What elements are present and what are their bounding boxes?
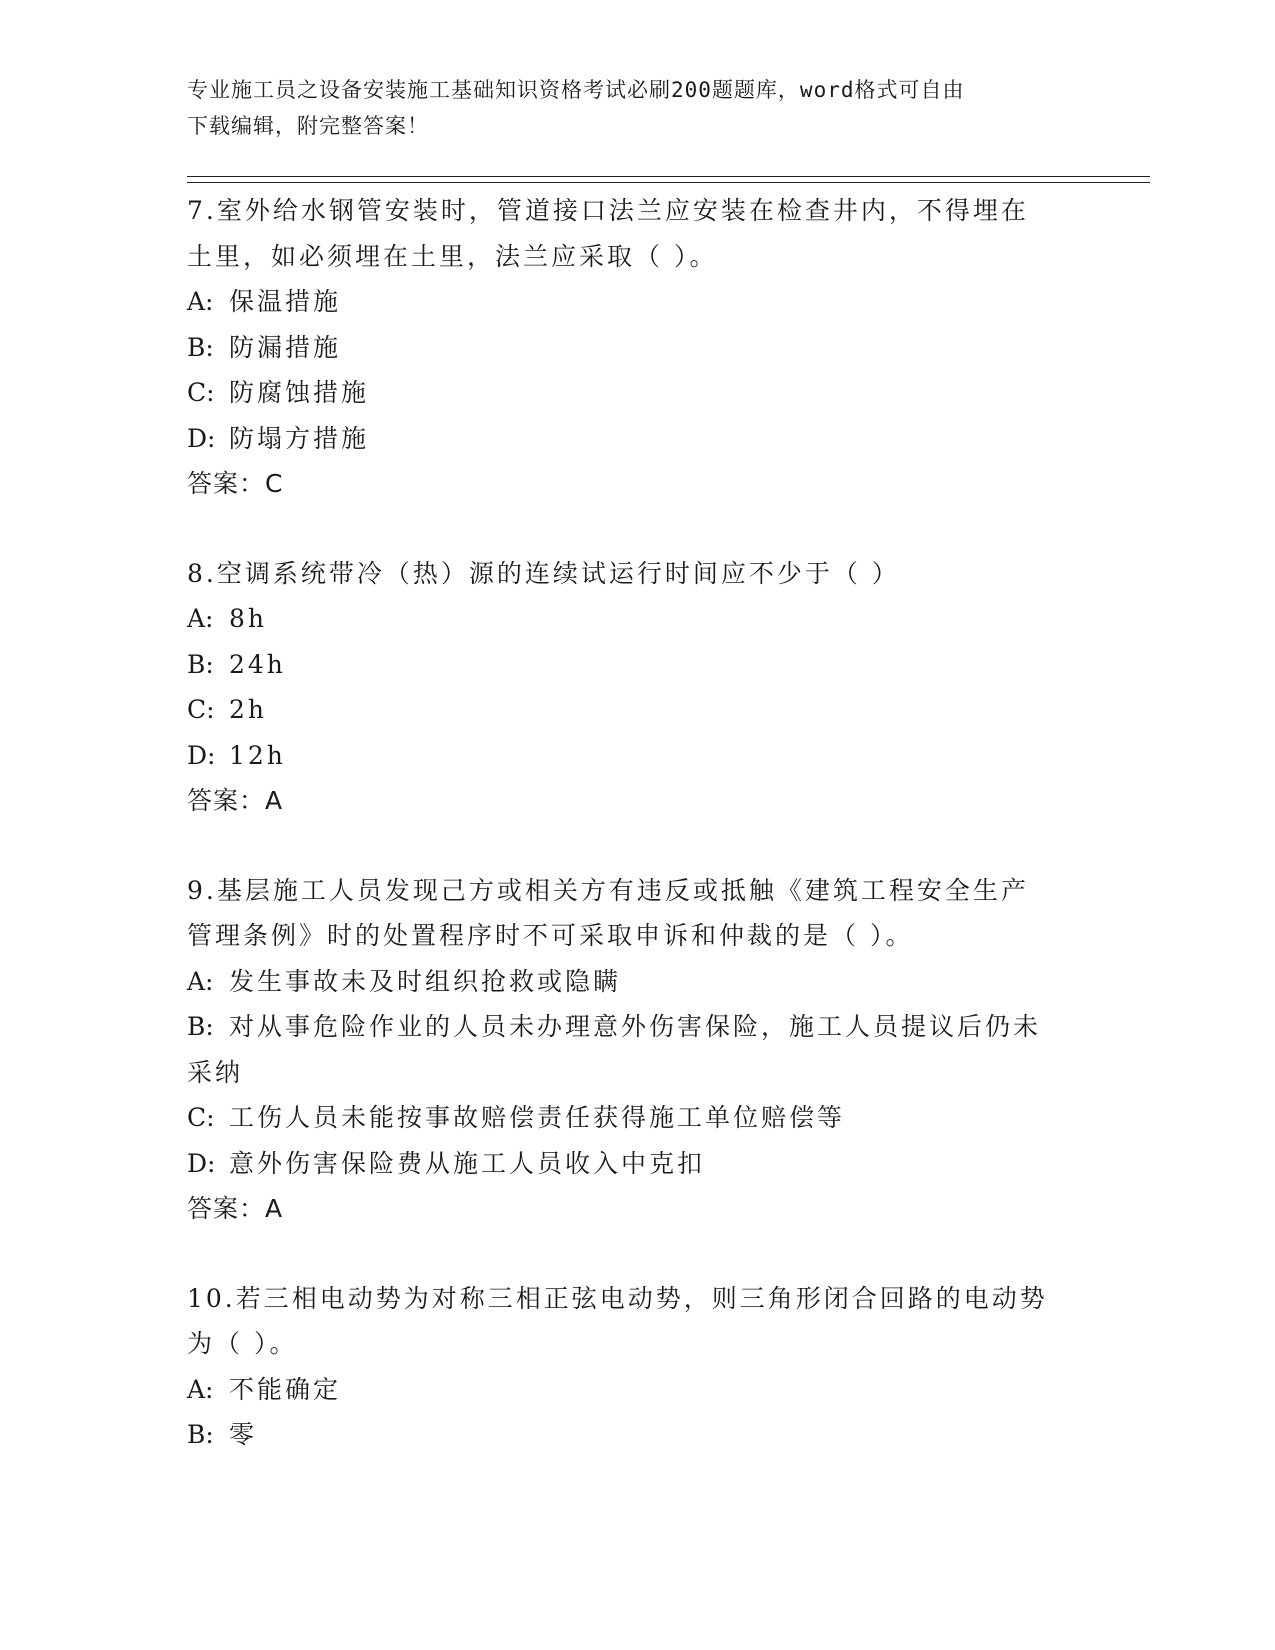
option-b [187,1004,1087,1050]
question-stem-line: 土里，如必须埋在土里，法兰应采取（ ）。 [187,241,718,271]
option-d [187,733,1087,779]
option-text: 对从事危险作业的人员未办理意外伤害保险，施工人员提议后仍未 [229,1012,1042,1041]
option-key: A: [187,966,214,996]
option-text: 防腐蚀措施 [229,378,370,407]
option-text: 防塌方措施 [229,423,370,453]
option-b [187,1412,1087,1458]
option-key: D: [187,1148,216,1178]
option-d [187,416,1087,462]
option-text: 12h [229,740,286,770]
answer-line: 答案：A [187,786,284,815]
question-stem-line: 为（ ）。 [187,1329,298,1358]
option-key: B: [187,649,214,679]
question-stem-line: 9.基层施工人员发现己方或相关方有违反或抵触《建筑工程安全生产 [187,875,1029,905]
option-key: A: [187,287,214,316]
option-text: 24h [229,649,286,679]
question-8 [187,551,1087,824]
option-key: B: [187,1420,214,1449]
option-text: 意外伤害保险费从施工人员收入中克扣 [229,1148,706,1178]
option-a [187,1367,1087,1413]
option-text: 工伤人员未能按事故赔偿责任获得施工单位赔偿等 [229,1103,846,1132]
option-text: 不能确定 [229,1374,342,1404]
option-d [187,1141,1087,1187]
option-key: C: [187,1103,215,1132]
header-line-2: 下载编辑，附完整答案！ [187,114,429,138]
header-divider-bottom [187,182,1150,183]
option-key: D: [187,740,216,770]
option-key: D: [187,423,216,453]
question-7 [187,188,1087,507]
option-text: 发生事故未及时组织抢救或隐瞒 [229,966,622,996]
option-key: C: [187,378,215,407]
option-c [187,1095,1087,1141]
option-text: 保温措施 [229,287,342,316]
question-stem-line: 10.若三相电动势为对称三相正弦电动势，则三角形闭合回路的电动势 [187,1283,1048,1313]
option-text: 8h [229,604,268,633]
question-stem-line: 管理条例》时的处置程序时不可采取申诉和仲裁的是（ ）。 [187,921,914,950]
header-divider-top [187,176,1150,177]
option-a [187,596,1087,642]
question-10 [187,1276,1087,1458]
option-key: A: [187,604,214,633]
question-list [187,188,1087,1502]
option-key: B: [187,332,214,362]
answer-line: 答案：A [187,1194,284,1223]
option-b [187,642,1087,688]
option-key: C: [187,695,215,724]
option-a [187,279,1087,325]
option-key: B: [187,1012,214,1041]
document-header [187,72,1067,144]
option-a [187,959,1087,1005]
question-stem-line: 7.室外给水钢管安装时，管道接口法兰应安装在检查井内，不得埋在 [187,196,1029,225]
question-stem-line: 8.空调系统带冷（热）源的连续试运行时间应不少于（ ） [187,558,900,588]
option-c [187,687,1087,733]
option-c [187,370,1087,416]
option-b [187,325,1087,371]
option-text: 零 [229,1420,258,1449]
option-text: 防漏措施 [229,332,342,362]
question-9 [187,868,1087,1232]
option-b-continuation: 采纳 [187,1057,244,1087]
answer-line: 答案：C [187,469,284,498]
header-line-1: 专业施工员之设备安装施工基础知识资格考试必刷200题题库，word格式可自由 [187,78,965,102]
option-key: A: [187,1374,214,1404]
option-text: 2h [229,695,268,724]
